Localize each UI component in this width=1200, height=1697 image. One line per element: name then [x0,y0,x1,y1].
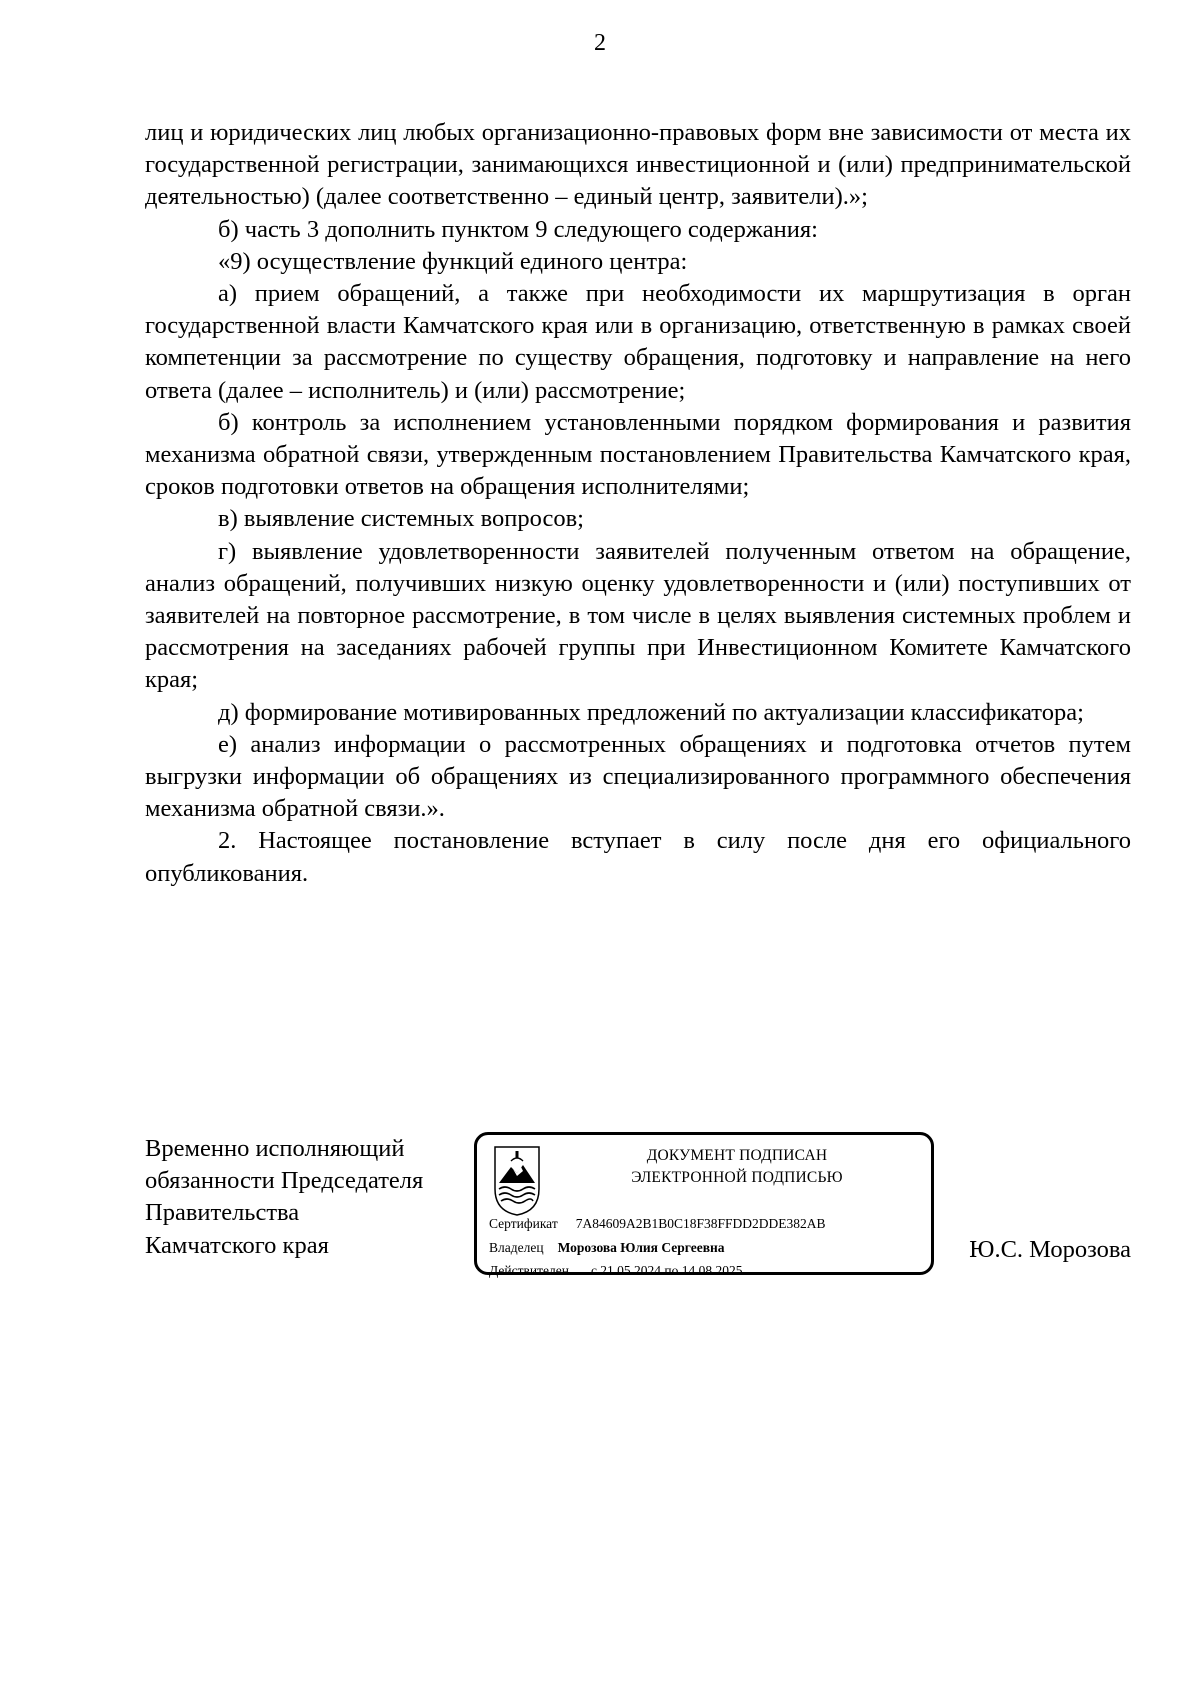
paragraph-subitem-a: а) прием обращений, а также при необходимости их маршрутизация в орган государственной власти Камчатского края или в организацию, ответственную в рамках своей компетенции за рассмотрение по существу обращения, подготовку и направление на него ответа (далее – исполнитель) и (или) рассмотрение; [145,280,1131,404]
paragraph-amendment-b: б) часть 3 дополнить пунктом 9 следующего содержания: [218,215,818,243]
paragraph-item-9: «9) осуществление функций единого центра: [218,247,688,275]
paragraph-effective-date: 2. Настоящее постановление вступает в силу после дня его официального опубликования. [145,827,1131,887]
paragraph-subitem-b: б) контроль за исполнением установленными порядком формирования и развития механизма обратной связи, утвержденным постановлением Правительства Камчатского края, сроков подготовки ответов на обращения исполнителями; [145,408,1131,501]
electronic-signature-stamp [474,1132,934,1278]
owner-value: Морозова Юлия Сергеевна [557,1240,725,1255]
certificate-value: 7A84609A2B1B0C18F38FFDD2DDE382AB [575,1216,826,1231]
kamchatka-coat-of-arms-icon [491,1145,543,1217]
paragraph-subitem-e: е) анализ информации о рассмотренных обращениях и подготовка отчетов путем выгрузки информации об обращениях из специализированного программного обеспечения механизма обратной связи.». [145,730,1131,823]
validity-label: Действителен [489,1263,569,1278]
signer-title-line: Временно исполняющий [145,1135,405,1162]
certificate-label: Сертификат [489,1216,558,1231]
stamp-certificate-row [489,1215,826,1233]
stamp-owner-row [489,1239,725,1257]
signer-title-line: Правительства [145,1199,300,1227]
paragraph-subitem-g: г) выявление удовлетворенности заявителей полученным ответом на обращение, анализ обращений, получивших низкую оценку удовлетворенности и (или) поступивших от заявителей на повторное рассмотрение, в том числе в целях выявления системных проблем и рассмотрения на заседаниях рабочей группы при Инвестиционном Комитете Камчатского края; [145,537,1131,694]
page-number: 2 [594,30,606,56]
signer-title-line: обязанности Председателя [145,1167,424,1195]
validity-value: с 21.05.2024 по 14.08.2025 [590,1263,743,1278]
stamp-header-line: ДОКУМЕНТ ПОДПИСАН [646,1147,828,1164]
paragraph-subitem-v: в) выявление системных вопросов; [218,505,584,533]
paragraph-subitem-d: д) формирование мотивированных предложений по актуализации классификатора; [218,698,1084,726]
paragraph-continuation: лиц и юридических лиц любых организационно-правовых форм вне зависимости от места их государственной регистрации, занимающихся инвестиционной и (или) предпринимательской деятельностью) (далее соответственно – единый центр, заявители).»; [145,119,1131,211]
signer-name: Ю.С. Морозова [969,1236,1131,1263]
stamp-header [547,1145,927,1189]
signer-title-line: Камчатского края [145,1231,329,1259]
signer-title [145,1133,475,1262]
stamp-validity-row [489,1262,743,1280]
document-body [145,117,1131,890]
stamp-header-line: ЭЛЕКТРОННОЙ ПОДПИСЬЮ [631,1169,843,1186]
owner-label: Владелец [489,1240,544,1255]
